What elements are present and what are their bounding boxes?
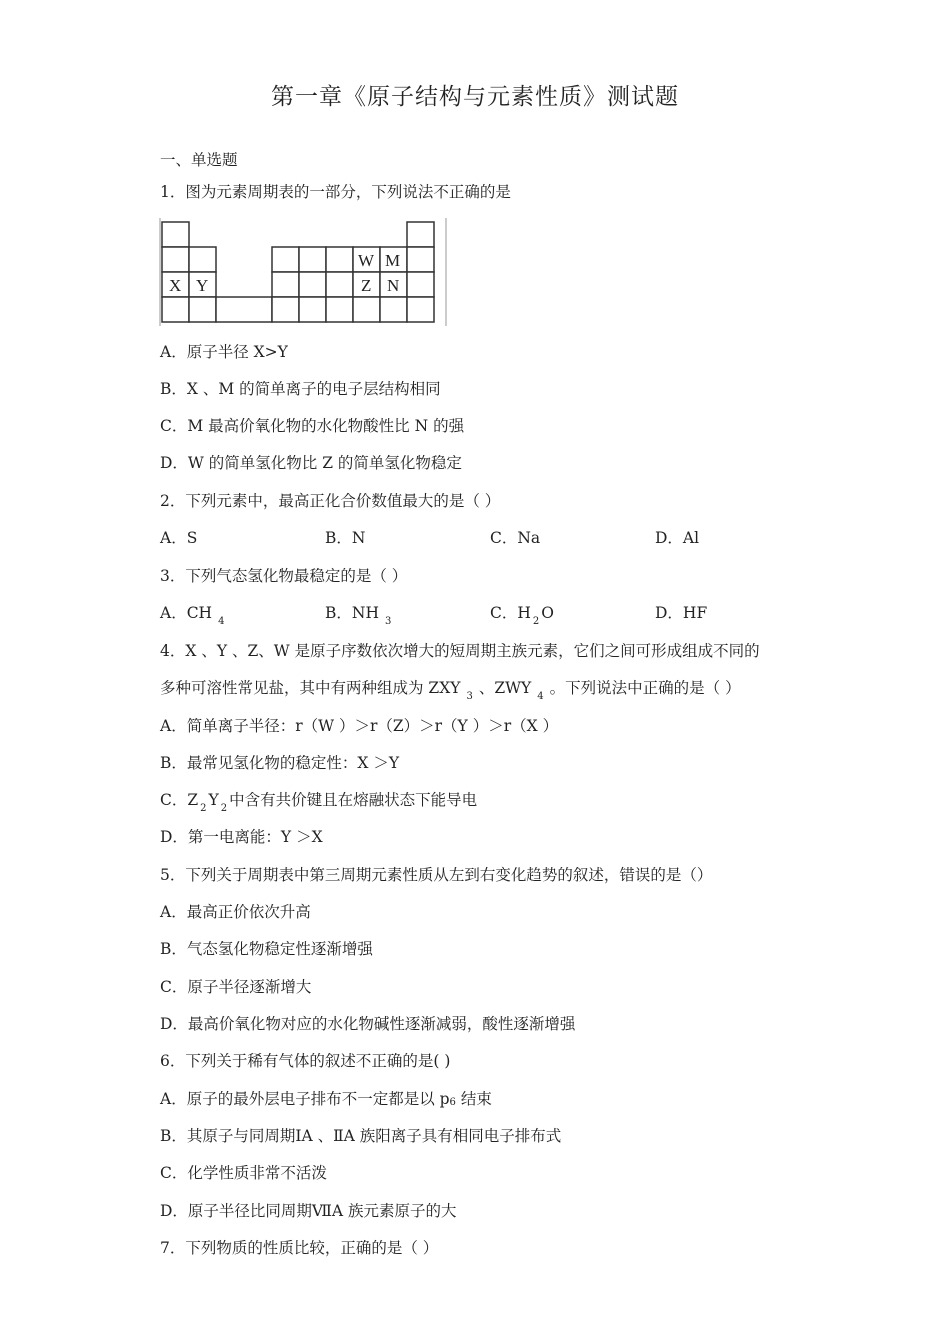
q1-option-a: A．原子半径 X>Y [160,343,288,361]
q4-stem-line2: 多种可溶性常见盐，其中有两种组成为 ZXY $_3$ 、ZWY $_4$ 。下列说法中正确的是（ ） [160,679,741,702]
q4-option-b: B．最常见氢化物的稳定性：X ＞Y [160,754,400,772]
q2-option-b: B．N [325,529,366,547]
q2-option-d: D．Al [655,529,700,547]
q1-option-d: D．W 的简单氢化物比 Z 的简单氢化物稳定 [160,454,462,472]
cell-label-y: Y [196,276,209,295]
q6-option-d: D．原子半径比同周期ⅦA 族元素原子的大 [160,1202,457,1220]
q4-option-d: D．第一电离能：Y ＞X [160,828,323,846]
q1-option-c: C．M 最高价氧化物的水化物酸性比 N 的强 [160,417,465,435]
q4-stem-line1: 4．X 、Y 、Z、W 是原子序数依次增大的短周期主族元素，它们之间可形成组成不同的 [160,642,760,660]
q5-option-b: B．气态氢化物稳定性逐渐增强 [160,940,373,958]
page-title: 第一章《原子结构与元素性质》测试题 [271,84,679,110]
q4-option-a: A．简单离子半径：r（W ）＞r（Z）＞r（Y ）＞r（X ） [160,717,559,735]
q6-stem: 6．下列关于稀有气体的叙述不正确的是( ) [160,1052,451,1070]
cell-label-m: M [385,251,401,270]
q7-stem: 7．下列物质的性质比较，正确的是（ ） [160,1239,439,1257]
cell-label-z: Z [361,276,372,295]
periodic-table-figure [158,218,448,326]
cell-label-x: X [169,276,182,295]
q3-option-c: C．H $_2$ O [490,604,554,627]
cell-label-n: N [387,276,400,295]
q3-option-d: D．HF [655,604,708,622]
q6-option-c: C．化学性质非常不活泼 [160,1164,327,1182]
q5-option-a: A．最高正价依次升高 [160,903,311,921]
q5-option-d: D．最高价氧化物对应的水化物碱性逐渐减弱，酸性逐渐增强 [160,1015,576,1033]
q1-option-b: B．X 、M 的简单离子的电子层结构相同 [160,380,441,398]
q6-option-b: B．其原子与同周期ⅠA 、ⅡA 族阳离子具有相同电子排布式 [160,1127,562,1145]
q6-option-a: A．原子的最外层电子排布不一定都是以 p6 结束 [160,1090,492,1108]
q3-option-b: B．NH $_3$ [325,604,392,627]
q4-option-c: C．Z $_2$ Y $_2$ 中含有共价键且在熔融状态下能导电 [160,791,478,814]
q1-stem: 1．图为元素周期表的一部分，下列说法不正确的是 [160,183,511,201]
q2-stem: 2．下列元素中，最高正化合价数值最大的是（ ） [160,492,501,510]
q3-option-a: A．CH $_4$ [160,604,225,627]
q5-stem: 5．下列关于周期表中第三周期元素性质从左到右变化趋势的叙述，错误的是（） [160,866,713,884]
cell-label-w: W [358,251,375,270]
q5-option-c: C．原子半径逐渐增大 [160,978,312,996]
section-heading: 一、单选题 [160,151,238,169]
q2-option-c: C．Na [490,529,541,547]
q2-option-a: A．S [160,529,198,547]
q3-stem: 3．下列气态氢化物最稳定的是（ ） [160,567,408,585]
